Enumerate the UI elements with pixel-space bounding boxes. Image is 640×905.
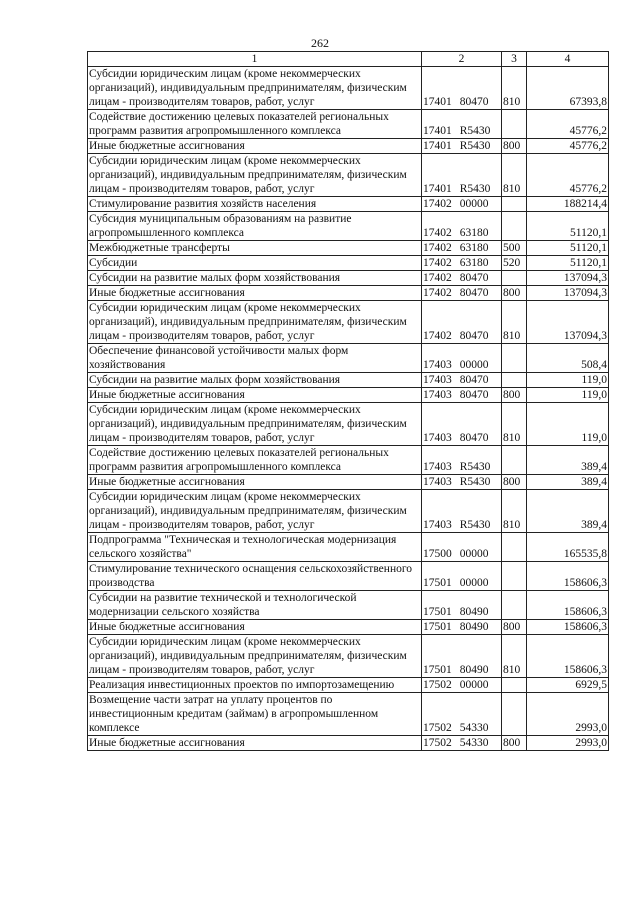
row-expense-type	[502, 110, 527, 139]
table-row	[88, 139, 609, 154]
row-amount: 158606,3	[527, 635, 609, 678]
row-amount: 389,4	[527, 490, 609, 533]
row-code-program: 17501	[423, 621, 452, 633]
row-name: Межбюджетные трансферты	[88, 241, 422, 256]
row-code-program: 17403	[423, 389, 452, 401]
row-code	[422, 271, 502, 286]
row-code-direction: 00000	[459, 198, 489, 210]
row-expense-type: 800	[502, 736, 527, 751]
row-code	[422, 591, 502, 620]
table-row	[88, 490, 609, 533]
row-code	[422, 562, 502, 591]
row-code	[422, 533, 502, 562]
row-code-program: 17502	[423, 737, 452, 749]
row-amount: 137094,3	[527, 301, 609, 344]
row-expense-type: 800	[502, 139, 527, 154]
row-name: Содействие достижению целевых показателей региональных программ развития агропромышленного комплекса	[88, 110, 422, 139]
row-expense-type: 520	[502, 256, 527, 271]
row-expense-type	[502, 562, 527, 591]
row-code-program: 17402	[423, 227, 452, 239]
row-expense-type	[502, 344, 527, 373]
row-amount: 51120,1	[527, 256, 609, 271]
row-code-program: 17402	[423, 242, 452, 254]
row-expense-type: 800	[502, 286, 527, 301]
row-code	[422, 446, 502, 475]
row-code-direction: 80470	[459, 432, 489, 444]
row-code-program: 17403	[423, 432, 452, 444]
row-expense-type	[502, 693, 527, 736]
table-row	[88, 301, 609, 344]
row-amount: 158606,3	[527, 620, 609, 635]
table-row	[88, 446, 609, 475]
row-amount: 2993,0	[527, 736, 609, 751]
row-amount: 6929,5	[527, 678, 609, 693]
row-code	[422, 388, 502, 403]
row-code-program: 17501	[423, 577, 452, 589]
row-code-program: 17402	[423, 272, 452, 284]
row-code	[422, 197, 502, 212]
row-code-direction: R5430	[459, 140, 491, 152]
row-code-direction: 80470	[459, 287, 489, 299]
row-expense-type: 810	[502, 403, 527, 446]
row-code	[422, 67, 502, 110]
row-code	[422, 678, 502, 693]
row-amount: 158606,3	[527, 562, 609, 591]
row-code	[422, 154, 502, 197]
table-row	[88, 678, 609, 693]
table-row	[88, 620, 609, 635]
row-name: Субсидии юридическим лицам (кроме некоммерческих организаций), индивидуальным предпринимателям, физическим лицам - производителям товаров, работ, услуг	[88, 154, 422, 197]
row-amount: 67393,8	[527, 67, 609, 110]
table-row	[88, 67, 609, 110]
row-code-direction: 80470	[459, 96, 489, 108]
row-code	[422, 212, 502, 241]
row-code-direction: 80490	[459, 664, 489, 676]
row-name: Возмещение части затрат на уплату процентов по инвестиционным кредитам (займам) в агропромышленном комплексе	[88, 693, 422, 736]
row-code-direction: 80470	[459, 272, 489, 284]
row-amount: 119,0	[527, 403, 609, 446]
row-expense-type: 800	[502, 620, 527, 635]
row-amount: 45776,2	[527, 154, 609, 197]
table-row	[88, 693, 609, 736]
row-expense-type	[502, 373, 527, 388]
row-expense-type: 810	[502, 154, 527, 197]
row-amount: 51120,1	[527, 212, 609, 241]
row-code-program: 17502	[423, 679, 452, 691]
row-amount: 2993,0	[527, 693, 609, 736]
row-name: Иные бюджетные ассигнования	[88, 736, 422, 751]
row-code	[422, 344, 502, 373]
row-expense-type	[502, 212, 527, 241]
row-name: Субсидии на развитие технической и технологической модернизации сельского хозяйства	[88, 591, 422, 620]
row-amount: 165535,8	[527, 533, 609, 562]
row-code-direction: 54330	[459, 737, 489, 749]
row-code-direction: R5430	[459, 519, 491, 531]
row-expense-type: 500	[502, 241, 527, 256]
row-code-program: 17403	[423, 476, 452, 488]
row-code-direction: R5430	[459, 461, 491, 473]
row-name: Иные бюджетные ассигнования	[88, 620, 422, 635]
table-row	[88, 197, 609, 212]
row-code-direction: 00000	[459, 548, 489, 560]
row-amount: 119,0	[527, 388, 609, 403]
row-code	[422, 110, 502, 139]
table-row	[88, 373, 609, 388]
row-name: Обеспечение финансовой устойчивости малых форм хозяйствования	[88, 344, 422, 373]
table-row	[88, 736, 609, 751]
row-code	[422, 403, 502, 446]
row-name: Субсидии юридическим лицам (кроме некоммерческих организаций), индивидуальным предпринимателям, физическим лицам - производителям товаров, работ, услуг	[88, 301, 422, 344]
row-expense-type: 810	[502, 301, 527, 344]
budget-table	[87, 51, 609, 751]
column-header-code: 2	[422, 52, 502, 67]
column-header-name: 1	[88, 52, 422, 67]
column-header-type: 3	[502, 52, 527, 67]
row-code-program: 17403	[423, 359, 452, 371]
row-amount: 188214,4	[527, 197, 609, 212]
row-code	[422, 301, 502, 344]
row-code-direction: 54330	[459, 722, 489, 734]
row-code-program: 17401	[423, 125, 452, 137]
row-code	[422, 241, 502, 256]
row-code-direction: 63180	[459, 242, 489, 254]
table-row	[88, 388, 609, 403]
row-amount: 137094,3	[527, 286, 609, 301]
table-row	[88, 110, 609, 139]
row-amount: 508,4	[527, 344, 609, 373]
row-code-program: 17501	[423, 664, 452, 676]
row-code-direction: 63180	[459, 227, 489, 239]
row-name: Реализация инвестиционных проектов по импортозамещению	[88, 678, 422, 693]
row-code-direction: 00000	[459, 679, 489, 691]
row-code-direction: 00000	[459, 359, 489, 371]
row-code-program: 17501	[423, 606, 452, 618]
row-code-direction: 80490	[459, 606, 489, 618]
row-amount: 51120,1	[527, 241, 609, 256]
row-code-program: 17402	[423, 287, 452, 299]
table-row	[88, 344, 609, 373]
row-name: Подпрограмма "Техническая и технологическая модернизация сельского хозяйства"	[88, 533, 422, 562]
row-code-direction: 80470	[459, 389, 489, 401]
row-code-direction: R5430	[459, 125, 491, 137]
row-code	[422, 139, 502, 154]
row-amount: 45776,2	[527, 139, 609, 154]
row-code-program: 17402	[423, 198, 452, 210]
table-row	[88, 256, 609, 271]
row-expense-type: 810	[502, 67, 527, 110]
row-name: Субсидии юридическим лицам (кроме некоммерческих организаций), индивидуальным предпринимателям, физическим лицам - производителям товаров, работ, услуг	[88, 403, 422, 446]
page-number: 262	[311, 36, 329, 50]
row-code	[422, 635, 502, 678]
row-code-program: 17401	[423, 183, 452, 195]
row-name: Иные бюджетные ассигнования	[88, 139, 422, 154]
row-name: Иные бюджетные ассигнования	[88, 388, 422, 403]
row-code	[422, 490, 502, 533]
table-row	[88, 591, 609, 620]
row-name: Субсидии юридическим лицам (кроме некоммерческих организаций), индивидуальным предпринимателям, физическим лицам - производителям товаров, работ, услуг	[88, 635, 422, 678]
row-amount: 389,4	[527, 475, 609, 490]
row-expense-type: 800	[502, 388, 527, 403]
table-row	[88, 635, 609, 678]
row-code-program: 17502	[423, 722, 452, 734]
row-code-direction: 63180	[459, 257, 489, 269]
row-expense-type	[502, 271, 527, 286]
row-expense-type: 810	[502, 635, 527, 678]
row-code	[422, 736, 502, 751]
table-row	[88, 241, 609, 256]
column-header-amount: 4	[527, 52, 609, 67]
row-expense-type	[502, 591, 527, 620]
row-amount: 119,0	[527, 373, 609, 388]
row-code-program: 17402	[423, 257, 452, 269]
row-expense-type	[502, 533, 527, 562]
row-name: Субсидии юридическим лицам (кроме некоммерческих организаций), индивидуальным предпринимателям, физическим лицам - производителям товаров, работ, услуг	[88, 67, 422, 110]
table-row	[88, 212, 609, 241]
row-code-direction: 80490	[459, 621, 489, 633]
row-expense-type: 810	[502, 490, 527, 533]
row-code-direction: 80470	[459, 374, 489, 386]
row-code-direction: R5430	[459, 183, 491, 195]
row-code	[422, 256, 502, 271]
table-header-row	[88, 52, 609, 67]
row-expense-type: 800	[502, 475, 527, 490]
row-name: Субсидия муниципальным образованиям на развитие агропромышленного комплекса	[88, 212, 422, 241]
row-code	[422, 693, 502, 736]
row-name: Субсидии на развитие малых форм хозяйствования	[88, 373, 422, 388]
row-code	[422, 620, 502, 635]
row-code-program: 17401	[423, 96, 452, 108]
row-code-program: 17403	[423, 374, 452, 386]
table-row	[88, 475, 609, 490]
row-name: Субсидии на развитие малых форм хозяйствования	[88, 271, 422, 286]
row-code-program: 17402	[423, 330, 452, 342]
row-amount: 45776,2	[527, 110, 609, 139]
row-name: Иные бюджетные ассигнования	[88, 475, 422, 490]
row-code	[422, 286, 502, 301]
row-code-program: 17500	[423, 548, 452, 560]
row-code-direction: 00000	[459, 577, 489, 589]
row-name: Субсидии юридическим лицам (кроме некоммерческих организаций), индивидуальным предпринимателям, физическим лицам - производителям товаров, работ, услуг	[88, 490, 422, 533]
row-amount: 389,4	[527, 446, 609, 475]
table-row	[88, 271, 609, 286]
row-code-program: 17403	[423, 519, 452, 531]
row-name: Стимулирование развития хозяйств населения	[88, 197, 422, 212]
row-expense-type	[502, 678, 527, 693]
row-code-program: 17403	[423, 461, 452, 473]
row-amount: 158606,3	[527, 591, 609, 620]
table-row	[88, 533, 609, 562]
row-expense-type	[502, 446, 527, 475]
table-row	[88, 562, 609, 591]
table-row	[88, 403, 609, 446]
row-name: Субсидии	[88, 256, 422, 271]
row-code-direction: 80470	[459, 330, 489, 342]
row-code	[422, 373, 502, 388]
row-code-program: 17401	[423, 140, 452, 152]
row-code-direction: R5430	[459, 476, 491, 488]
row-name: Иные бюджетные ассигнования	[88, 286, 422, 301]
row-amount: 137094,3	[527, 271, 609, 286]
row-name: Содействие достижению целевых показателей региональных программ развития агропромышленного комплекса	[88, 446, 422, 475]
table-row	[88, 154, 609, 197]
row-code	[422, 475, 502, 490]
row-expense-type	[502, 197, 527, 212]
row-name: Стимулирование технического оснащения сельскохозяйственного производства	[88, 562, 422, 591]
table-row	[88, 286, 609, 301]
